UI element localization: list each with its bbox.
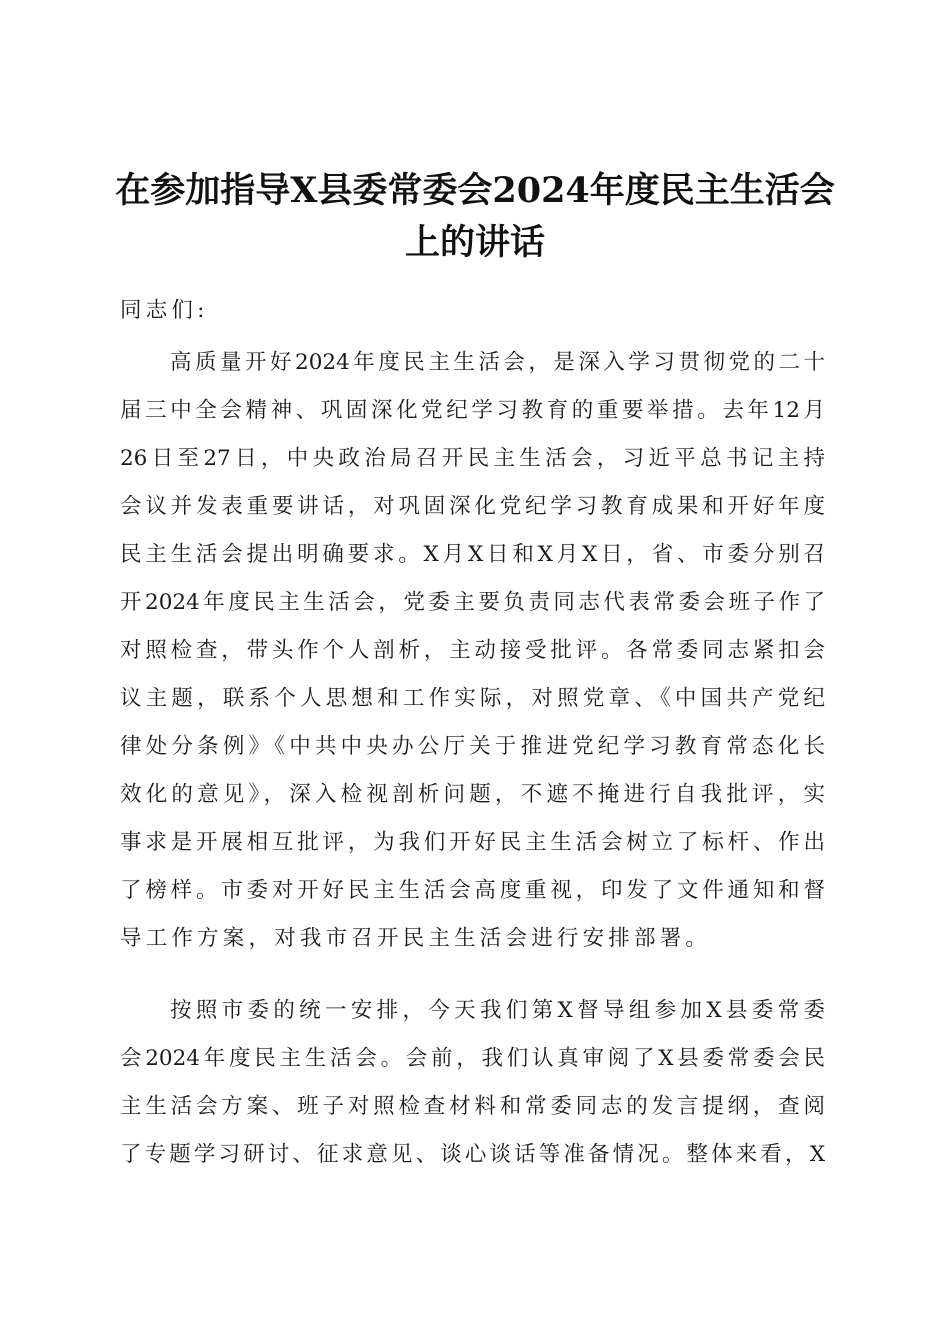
salutation: 同志们: (120, 298, 209, 323)
paragraph-line: 民主生活会提出明确要求。X月X日和X月X日，省、市委分别召 (120, 542, 825, 567)
paragraph-line: 律处分条例》《中共中央办公厅关于推进党纪学习教育常态化长 (120, 734, 825, 759)
paragraph-line: 会2024年度民主生活会。会前，我们认真审阅了X县委常委会民 (120, 1046, 825, 1071)
paragraph-line: 主生活会方案、班子对照检查材料和常委同志的发言提纲，查阅 (120, 1094, 825, 1119)
paragraph-line: 开2024年度民主生活会，党委主要负责同志代表常委会班子作了 (120, 590, 825, 615)
paragraph-line: 26日至27日，中央政治局召开民主生活会，习近平总书记主持 (120, 446, 825, 471)
paragraph-line: 事求是开展相互批评，为我们开好民主生活会树立了标杆、作出 (120, 830, 825, 855)
paragraph-line: 会议并发表重要讲话，对巩固深化党纪学习教育成果和开好年度 (120, 494, 825, 519)
document-title-line-1: 在参加指导X县委常委会2024年度民主生活会 (115, 170, 835, 211)
paragraph-line: 议主题，联系个人思想和工作实际，对照党章、《中国共产党纪 (120, 686, 825, 711)
paragraph-line: 按照市委的统一安排，今天我们第X督导组参加X县委常委 (170, 998, 825, 1023)
document-title-line-2: 上的讲话 (404, 222, 545, 263)
paragraph-line: 届三中全会精神、巩固深化党纪学习教育的重要举措。去年12月 (120, 398, 825, 423)
paragraph-line: 效化的意见》，深入检视剖析问题，不遮不掩进行自我批评，实 (120, 782, 825, 807)
paragraph-line: 了榜样。市委对开好民主生活会高度重视，印发了文件通知和督 (120, 878, 825, 903)
paragraph-line: 了专题学习研讨、征求意见、谈心谈话等准备情况。整体来看，X (120, 1142, 825, 1167)
paragraph-line-last: 导工作方案，对我市召开民主生活会进行安排部署。 (120, 926, 712, 951)
paragraph-line: 高质量开好2024年度民主生活会，是深入学习贯彻党的二十 (170, 350, 825, 375)
paragraph-line: 对照检查，带头作个人剖析，主动接受批评。各常委同志紧扣会 (120, 638, 825, 663)
